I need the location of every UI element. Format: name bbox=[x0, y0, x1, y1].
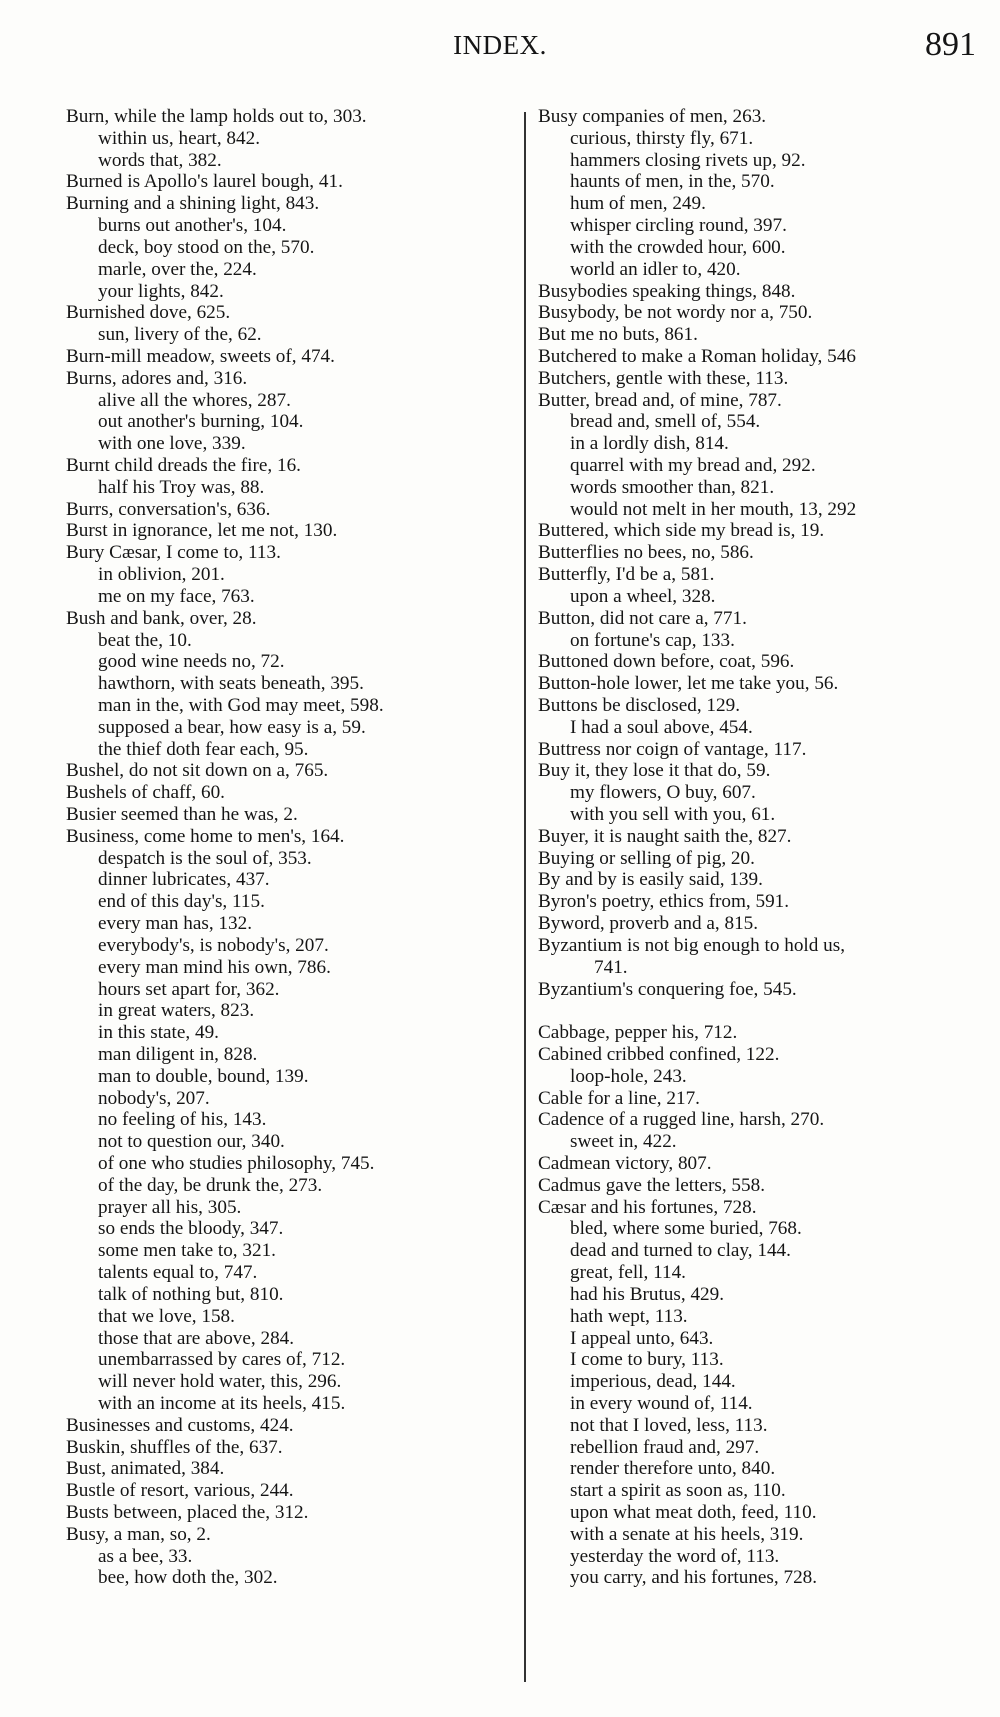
index-entry: Butchered to make a Roman holiday, 546 bbox=[538, 345, 856, 367]
index-subentry: with one love, 339. bbox=[98, 433, 246, 455]
index-entry: Byword, proverb and a, 815. bbox=[538, 913, 759, 935]
index-subentry: burns out another's, 104. bbox=[98, 215, 287, 237]
index-entry: Busy companies of men, 263. bbox=[538, 106, 767, 127]
index-entry: Burnt child dreads the fire, 16. bbox=[66, 455, 301, 476]
index-subentry: within us, heart, 842. bbox=[98, 127, 261, 149]
index-entry: Burst in ignorance, let me not, 130. bbox=[66, 520, 338, 542]
index-subentry: sun, livery of the, 62. bbox=[98, 324, 262, 346]
index-subentry: bee, how doth the, 302. bbox=[98, 1567, 278, 1589]
index-subentry: in a lordly dish, 814. bbox=[570, 433, 729, 455]
index-entry: Burned is Apollo's laurel bough, 41. bbox=[66, 171, 343, 193]
index-subentry: words that, 382. bbox=[98, 149, 222, 171]
index-subentry: marle, over the, 224. bbox=[98, 258, 257, 280]
index-entry: Buttons be disclosed, 129. bbox=[538, 694, 740, 716]
index-subentry: deck, boy stood on the, 570. bbox=[98, 236, 315, 258]
index-subentry: bread and, smell of, 554. bbox=[570, 411, 761, 433]
index-entry: Busybody, be not wordy nor a, 750. bbox=[538, 302, 813, 324]
index-subentry: upon what meat doth, feed, 110. bbox=[570, 1502, 817, 1523]
index-entry: Bust, animated, 384. bbox=[66, 1458, 225, 1480]
index-entry: Byzantium is not big enough to hold us, bbox=[538, 934, 845, 956]
index-subentry: out another's burning, 104. bbox=[98, 411, 304, 433]
index-entry: Butterflies no bees, no, 586. bbox=[538, 542, 754, 564]
index-subentry: hum of men, 249. bbox=[570, 193, 706, 215]
index-entry: Bustle of resort, various, 244. bbox=[66, 1480, 294, 1502]
column-divider bbox=[524, 112, 526, 1682]
index-entry: Buttoned down before, coat, 596. bbox=[538, 651, 795, 673]
index-subentry: so ends the bloody, 347. bbox=[98, 1218, 284, 1240]
page-header bbox=[0, 26, 1000, 72]
index-subentry: rebellion fraud and, 297. bbox=[570, 1436, 760, 1458]
index-subentry: dead and turned to clay, 144. bbox=[570, 1240, 791, 1262]
index-entry: Buttered, which side my bread is, 19. bbox=[538, 520, 825, 542]
index-entry: Button, did not care a, 771. bbox=[538, 607, 747, 629]
index-entry: Burns, adores and, 316. bbox=[66, 367, 248, 389]
index-subentry: unembarrassed by cares of, 712. bbox=[98, 1349, 346, 1371]
index-entry: Bury Cæsar, I come to, 113. bbox=[66, 542, 281, 564]
index-subentry: in every wound of, 114. bbox=[570, 1392, 753, 1414]
index-subentry: not that I loved, less, 113. bbox=[570, 1414, 768, 1436]
index-subentry: I come to bury, 113. bbox=[570, 1349, 724, 1371]
index-subentry: on fortune's cap, 133. bbox=[570, 629, 735, 651]
index-subentry: I appeal unto, 643. bbox=[570, 1327, 714, 1349]
index-subentry: as a bee, 33. bbox=[98, 1545, 193, 1567]
index-entry: Byron's poetry, ethics from, 591. bbox=[538, 891, 790, 913]
index-subentry: sweet in, 422. bbox=[570, 1131, 677, 1153]
page-number: 891 bbox=[925, 26, 976, 63]
index-entry: But me no buts, 861. bbox=[538, 324, 698, 346]
index-entry: Cæsar and his fortunes, 728. bbox=[538, 1196, 757, 1218]
index-subentry: you carry, and his fortunes, 728. bbox=[570, 1567, 818, 1589]
index-subentry: imperious, dead, 144. bbox=[570, 1371, 736, 1393]
index-subentry: start a spirit as soon as, 110. bbox=[570, 1480, 786, 1502]
index-entry: Cabined cribbed confined, 122. bbox=[538, 1043, 780, 1065]
right-index-column bbox=[538, 106, 993, 1589]
index-entry: Butchers, gentle with these, 113. bbox=[538, 367, 789, 389]
index-entry: Burn-mill meadow, sweets of, 474. bbox=[66, 345, 335, 367]
index-subentry: in great waters, 823. bbox=[98, 1000, 255, 1022]
index-entry: Busybodies speaking things, 848. bbox=[538, 280, 796, 302]
index-entry: Butter, bread and, of mine, 787. bbox=[538, 389, 782, 411]
index-subentry: end of this day's, 115. bbox=[98, 891, 265, 913]
index-entry: Busts between, placed the, 312. bbox=[66, 1502, 309, 1523]
index-entry: Butterfly, I'd be a, 581. bbox=[538, 564, 715, 586]
index-subentry: man in the, with God may meet, 598. bbox=[98, 694, 384, 716]
index-subentry: dinner lubricates, 437. bbox=[98, 869, 270, 891]
index-entry: Bushels of chaff, 60. bbox=[66, 782, 225, 804]
index-subentry: man diligent in, 828. bbox=[98, 1043, 258, 1065]
index-subentry: haunts of men, in the, 570. bbox=[570, 171, 775, 193]
index-subentry: every man has, 132. bbox=[98, 913, 252, 935]
index-subentry: render therefore unto, 840. bbox=[570, 1458, 776, 1480]
index-subentry: some men take to, 321. bbox=[98, 1240, 276, 1262]
index-subentry: everybody's, is nobody's, 207. bbox=[98, 934, 329, 956]
index-entry: By and by is easily said, 139. bbox=[538, 869, 763, 891]
index-subentry: beat the, 10. bbox=[98, 629, 192, 651]
index-subentry: upon a wheel, 328. bbox=[570, 585, 716, 607]
index-subentry: your lights, 842. bbox=[98, 280, 224, 302]
index-entry: Byzantium's conquering foe, 545. bbox=[538, 978, 797, 1000]
index-subentry: nobody's, 207. bbox=[98, 1087, 210, 1109]
index-entry: Busy, a man, so, 2. bbox=[66, 1523, 211, 1545]
index-entry: Bushel, do not sit down on a, 765. bbox=[66, 760, 329, 782]
index-subentry: alive all the whores, 287. bbox=[98, 389, 291, 411]
index-entry: Burning and a shining light, 843. bbox=[66, 193, 320, 215]
index-entry: Cable for a line, 217. bbox=[538, 1087, 700, 1109]
index-entry: Buying or selling of pig, 20. bbox=[538, 847, 755, 869]
index-subentry: would not melt in her mouth, 13, 292 bbox=[570, 498, 857, 520]
index-subentry: in this state, 49. bbox=[98, 1022, 219, 1044]
index-subentry: world an idler to, 420. bbox=[570, 258, 741, 280]
index-subentry: hours set apart for, 362. bbox=[98, 978, 280, 1000]
index-subentry: will never hold water, this, 296. bbox=[98, 1371, 342, 1393]
index-subentry: whisper circling round, 397. bbox=[570, 215, 787, 237]
running-head: INDEX. bbox=[453, 30, 547, 60]
index-subentry: prayer all his, 305. bbox=[98, 1196, 242, 1218]
index-subentry: me on my face, 763. bbox=[98, 585, 255, 607]
index-subentry: with an income at its heels, 415. bbox=[98, 1392, 346, 1414]
index-subentry: of the day, be drunk the, 273. bbox=[98, 1174, 323, 1196]
index-subentry: every man mind his own, 786. bbox=[98, 956, 331, 978]
index-subentry: good wine needs no, 72. bbox=[98, 651, 285, 673]
index-subentry: that we love, 158. bbox=[98, 1305, 235, 1327]
index-subentry: not to question our, 340. bbox=[98, 1131, 285, 1153]
index-entry: Burnished dove, 625. bbox=[66, 302, 231, 324]
index-entry: Buyer, it is naught saith the, 827. bbox=[538, 825, 792, 847]
index-subentry: hawthorn, with seats beneath, 395. bbox=[98, 673, 364, 695]
index-entry: Buttress nor coign of vantage, 117. bbox=[538, 738, 807, 760]
index-entry-continuation: 741. bbox=[594, 956, 628, 978]
index-subentry: with a senate at his heels, 319. bbox=[570, 1523, 804, 1545]
index-subentry: half his Troy was, 88. bbox=[98, 476, 265, 498]
left-index-column bbox=[66, 106, 521, 1589]
index-entry: Burrs, conversation's, 636. bbox=[66, 498, 271, 520]
index-subentry: hath wept, 113. bbox=[570, 1305, 688, 1327]
index-entry: Cadmus gave the letters, 558. bbox=[538, 1174, 765, 1196]
index-subentry: in oblivion, 201. bbox=[98, 564, 225, 586]
index-subentry: great, fell, 114. bbox=[570, 1262, 686, 1284]
index-entry: Buskin, shuffles of the, 637. bbox=[66, 1436, 283, 1458]
index-entry: Cabbage, pepper his, 712. bbox=[538, 1022, 738, 1044]
index-subentry: the thief doth fear each, 95. bbox=[98, 738, 309, 760]
index-subentry: quarrel with my bread and, 292. bbox=[570, 455, 816, 476]
index-entry: Businesses and customs, 424. bbox=[66, 1414, 294, 1436]
index-subentry: curious, thirsty fly, 671. bbox=[570, 127, 754, 149]
index-entry: Bush and bank, over, 28. bbox=[66, 607, 257, 629]
index-subentry: loop-hole, 243. bbox=[570, 1065, 687, 1087]
index-subentry: man to double, bound, 139. bbox=[98, 1065, 309, 1087]
index-subentry: had his Brutus, 429. bbox=[570, 1283, 725, 1305]
index-entry: Cadence of a rugged line, harsh, 270. bbox=[538, 1109, 825, 1131]
index-entry: Buy it, they lose it that do, 59. bbox=[538, 760, 771, 782]
index-subentry: despatch is the soul of, 353. bbox=[98, 847, 312, 869]
index-subentry: those that are above, 284. bbox=[98, 1327, 295, 1349]
index-entry: Busier seemed than he was, 2. bbox=[66, 804, 298, 825]
index-subentry: bled, where some buried, 768. bbox=[570, 1218, 802, 1240]
index-subentry: with you sell with you, 61. bbox=[570, 804, 776, 825]
section-gap bbox=[538, 1000, 993, 1022]
index-subentry: of one who studies philosophy, 745. bbox=[98, 1153, 375, 1174]
index-subentry: hammers closing rivets up, 92. bbox=[570, 149, 806, 171]
index-entry: Button-hole lower, let me take you, 56. bbox=[538, 673, 839, 695]
index-subentry: my flowers, O buy, 607. bbox=[570, 782, 756, 804]
index-subentry: supposed a bear, how easy is a, 59. bbox=[98, 716, 366, 738]
index-subentry: words smoother than, 821. bbox=[570, 476, 775, 498]
index-subentry: no feeling of his, 143. bbox=[98, 1109, 267, 1131]
index-subentry: talk of nothing but, 810. bbox=[98, 1283, 284, 1305]
index-subentry: yesterday the word of, 113. bbox=[570, 1545, 780, 1567]
index-subentry: with the crowded hour, 600. bbox=[570, 236, 786, 258]
index-entry: Business, come home to men's, 164. bbox=[66, 825, 345, 847]
index-entry: Cadmean victory, 807. bbox=[538, 1153, 712, 1174]
index-subentry: talents equal to, 747. bbox=[98, 1262, 258, 1284]
index-entry: Burn, while the lamp holds out to, 303. bbox=[66, 106, 367, 127]
index-subentry: I had a soul above, 454. bbox=[570, 716, 753, 738]
